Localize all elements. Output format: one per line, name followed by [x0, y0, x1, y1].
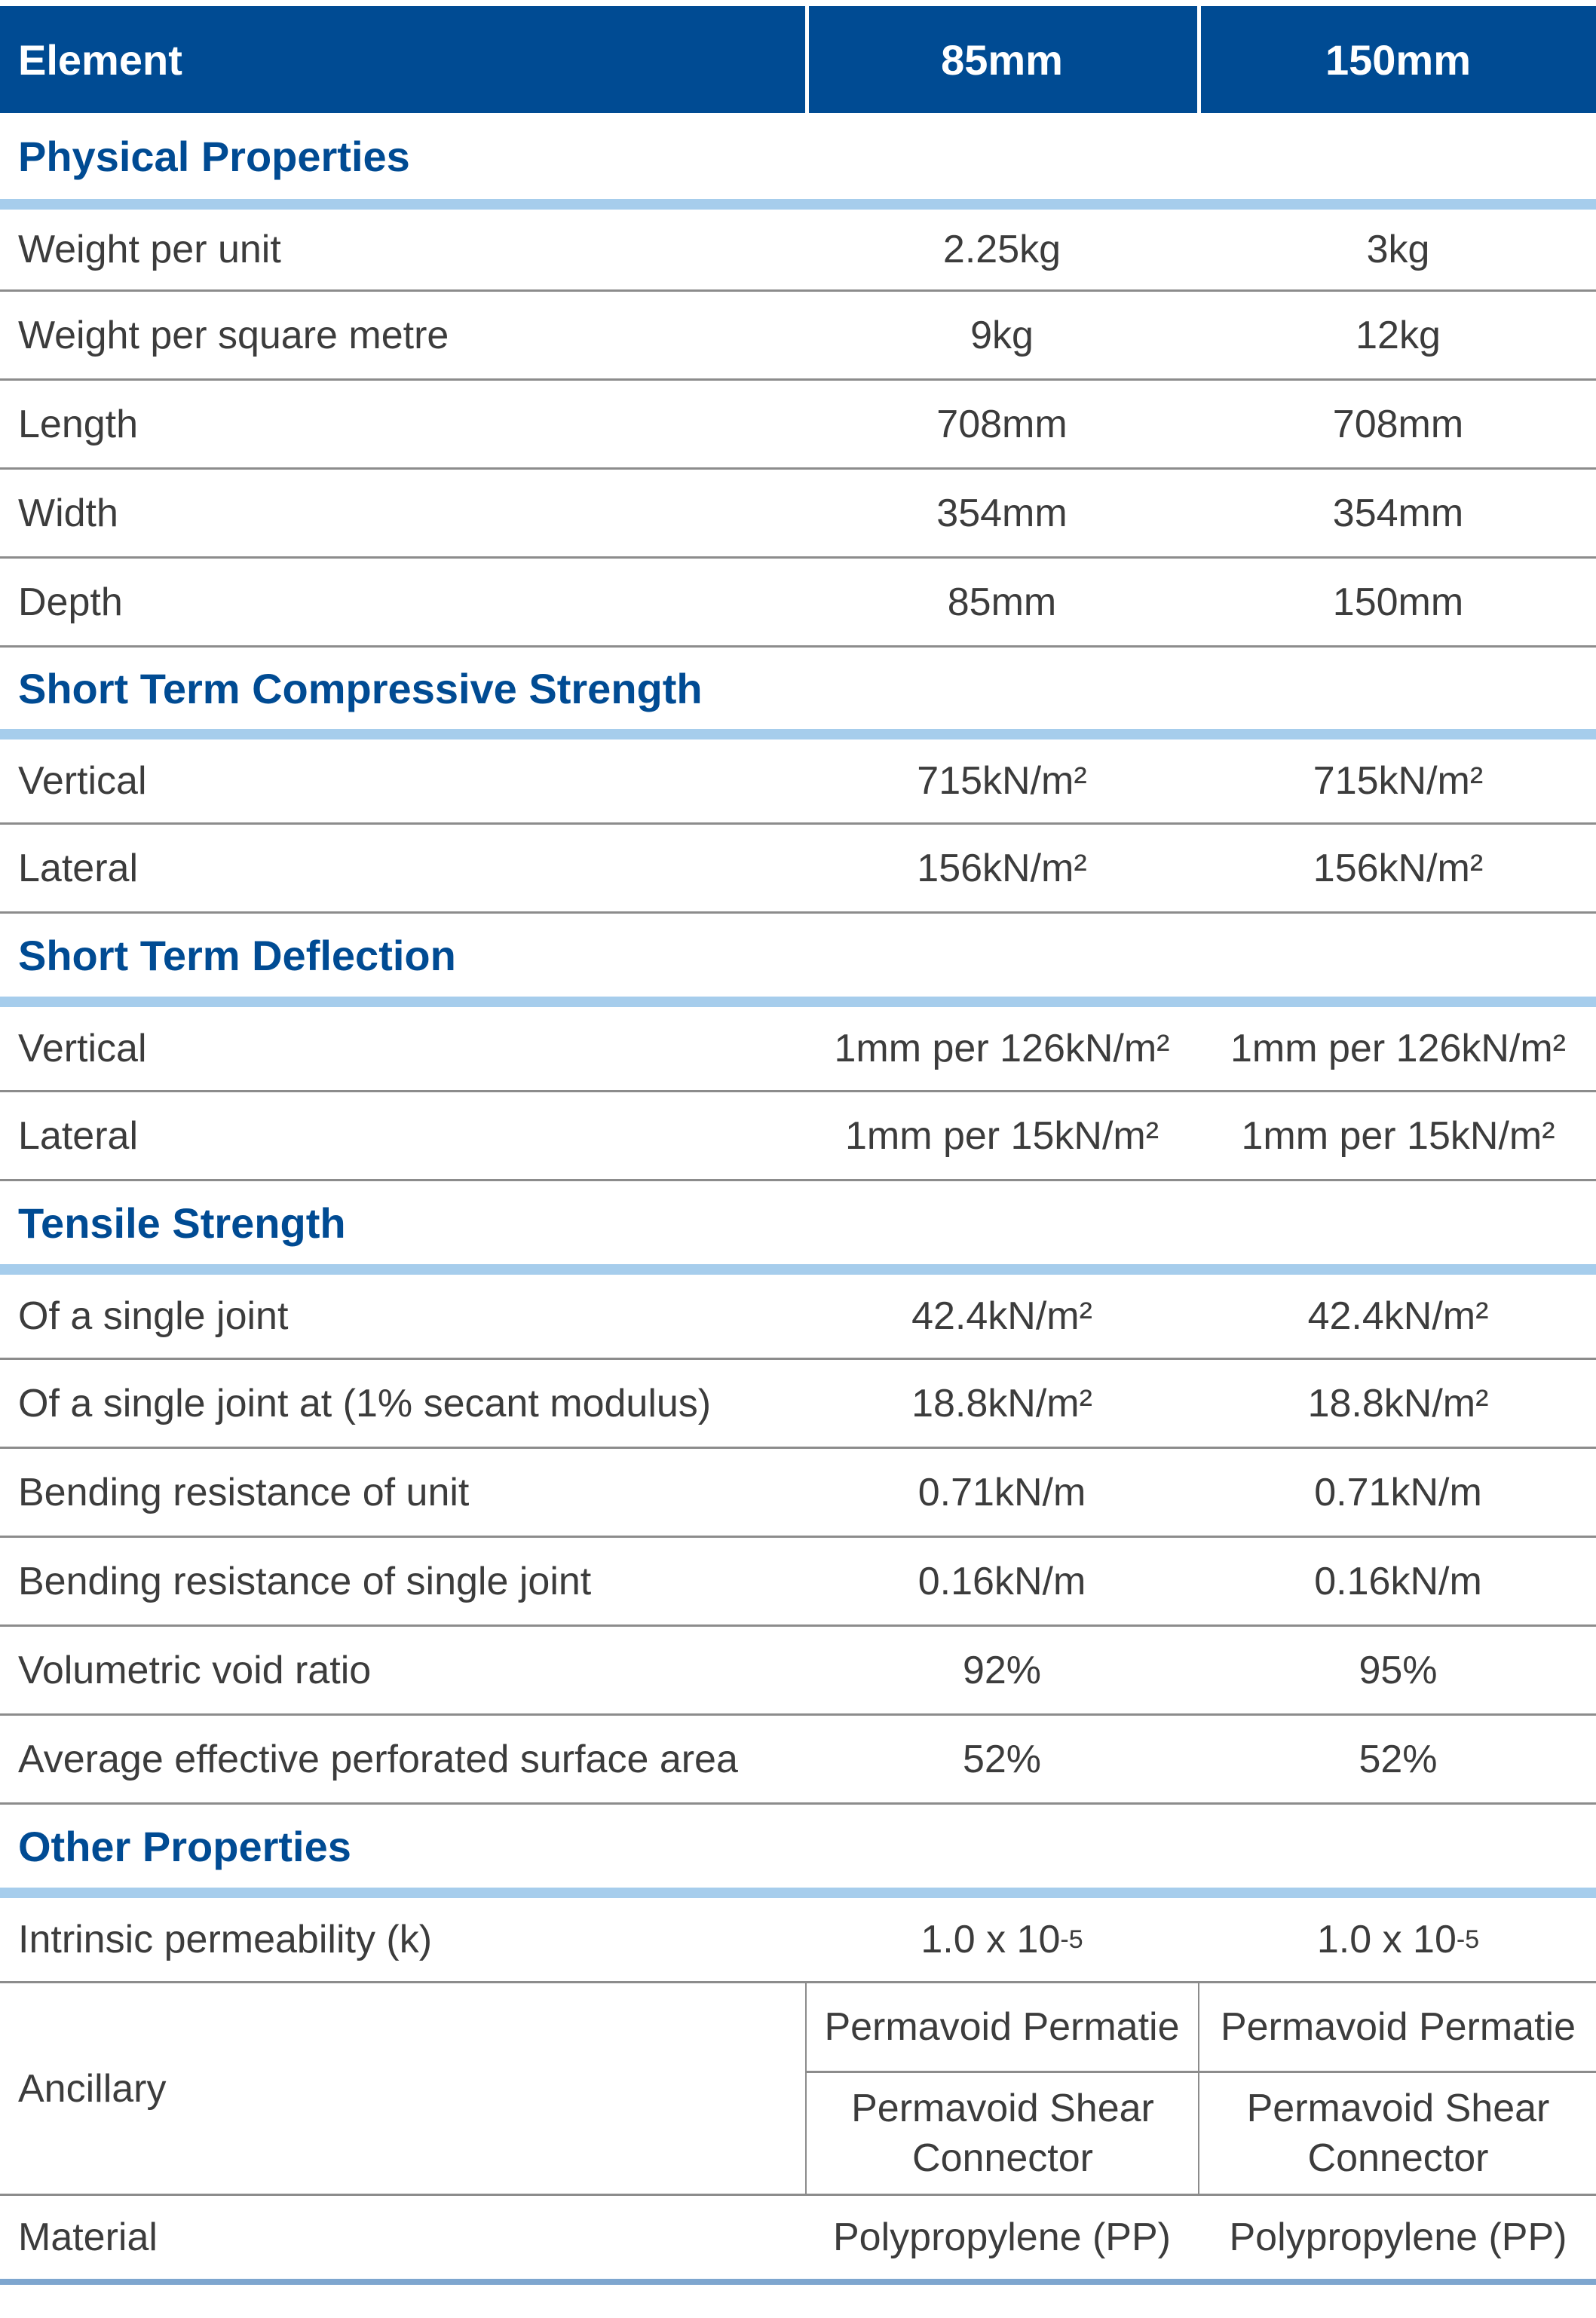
section-title: Physical Properties: [18, 132, 410, 180]
table-row: [0, 1007, 1596, 1090]
value-85mm: 715kN/m²: [917, 759, 1087, 803]
header-element: Element: [18, 35, 182, 84]
value-85mm: 1mm per 15kN/m²: [844, 1113, 1159, 1158]
value-85mm: 52%: [962, 1737, 1042, 1781]
table-row: [0, 739, 1596, 822]
table-row: [0, 1360, 1596, 1447]
header-divider: [1197, 6, 1201, 113]
value-85mm: 0.16kN/m: [917, 1559, 1086, 1603]
row-label: Intrinsic permeability (k): [18, 1918, 433, 1961]
section-title: Short Term Compressive Strength: [18, 664, 703, 712]
table-row-ancillary: [0, 1983, 1596, 2194]
section-title: Short Term Deflection: [18, 931, 456, 979]
table-row: [0, 1627, 1596, 1713]
table-row: [0, 1449, 1596, 1536]
row-label: Volumetric void ratio: [18, 1648, 372, 1692]
value-85mm: 42.4kN/m²: [911, 1294, 1092, 1338]
row-label: Depth: [18, 580, 123, 624]
table-row: [0, 470, 1596, 556]
value-85mm: 354mm: [936, 491, 1068, 535]
value-85mm: 156kN/m²: [917, 846, 1087, 890]
row-label: Lateral: [18, 846, 138, 890]
section-title: Tensile Strength: [18, 1199, 346, 1247]
value-150mm: 1mm per 126kN/m²: [1230, 1027, 1566, 1070]
section-divider: [0, 997, 1596, 1007]
column-divider: [805, 1983, 807, 2194]
table-row: [0, 292, 1596, 378]
value-150mm: 708mm: [1332, 402, 1464, 446]
value-150mm: 150mm: [1332, 580, 1464, 624]
value-85mm: 708mm: [936, 402, 1068, 446]
section-tensile: [0, 1181, 1596, 1264]
row-label: Bending resistance of unit: [18, 1470, 470, 1514]
table-row: [0, 825, 1596, 911]
value-85mm: 85mm: [947, 580, 1057, 624]
value-85mm: 1.0 x 10 -5: [921, 1918, 1083, 1961]
section-title: Other Properties: [18, 1822, 351, 1870]
row-label: Width: [18, 491, 118, 535]
ancillary-150mm-item-1: Permavoid Permatie: [1220, 2005, 1576, 2049]
section-divider: [0, 1264, 1596, 1275]
section-compressive: [0, 648, 1596, 729]
value-150mm: 1mm per 15kN/m²: [1241, 1113, 1555, 1158]
table-header: [0, 6, 1596, 113]
value-150mm: 1.0 x 10 -5: [1316, 1918, 1480, 1961]
table-row: [0, 2196, 1596, 2279]
section-other: [0, 1805, 1596, 1888]
value-85mm: 0.71kN/m: [917, 1470, 1086, 1514]
ancillary-85mm-item-1: Permavoid Permatie: [824, 2005, 1180, 2049]
value-150mm: Polypropylene (PP): [1229, 2215, 1567, 2259]
row-divider: [807, 2071, 1596, 2073]
ancillary-85mm-item-2: Permavoid Shear Connector: [851, 2087, 1154, 2180]
section-deflection: [0, 914, 1596, 997]
value-150mm: 0.16kN/m: [1314, 1559, 1482, 1603]
row-label: Average effective perforated surface area: [18, 1737, 738, 1781]
value-85mm: 18.8kN/m²: [911, 1381, 1092, 1425]
value-85mm: 1mm per 126kN/m²: [834, 1027, 1170, 1070]
value-150mm: 42.4kN/m²: [1307, 1294, 1489, 1338]
header-85mm: 85mm: [941, 35, 1063, 84]
row-label: Vertical: [18, 1027, 147, 1070]
row-label: Bending resistance of single joint: [18, 1559, 592, 1603]
value-150mm: 18.8kN/m²: [1307, 1381, 1489, 1425]
table-bottom-border: [0, 2279, 1596, 2285]
value-150mm: 95%: [1359, 1648, 1438, 1692]
row-label: Vertical: [18, 759, 147, 803]
row-label: Lateral: [18, 1113, 138, 1158]
table-row: [0, 1538, 1596, 1624]
row-label: Ancillary: [18, 2066, 167, 2111]
value-150mm: 12kg: [1356, 313, 1441, 357]
value-150mm: 52%: [1359, 1737, 1438, 1781]
table-row: [0, 1716, 1596, 1802]
section-divider: [0, 729, 1596, 739]
value-85mm: 2.25kg: [942, 228, 1061, 271]
section-physical: [0, 113, 1596, 199]
row-label: Material: [18, 2215, 158, 2259]
row-label: Of a single joint: [18, 1294, 289, 1338]
value-85mm: 92%: [962, 1648, 1042, 1692]
value-85mm: Polypropylene (PP): [833, 2215, 1171, 2259]
section-divider: [0, 199, 1596, 210]
value-base: 1.0 x 10: [921, 1918, 1061, 1961]
table-row: [0, 1898, 1596, 1981]
section-divider: [0, 1888, 1596, 1898]
header-150mm: 150mm: [1325, 35, 1472, 84]
value-150mm: 715kN/m²: [1313, 759, 1484, 803]
row-label: Weight per square metre: [18, 313, 449, 357]
table-row: [0, 1275, 1596, 1358]
row-label: Length: [18, 402, 139, 446]
value-150mm: 354mm: [1332, 491, 1464, 535]
column-divider: [1198, 1983, 1199, 2194]
table-row: [0, 381, 1596, 467]
value-base: 1.0 x 10: [1316, 1918, 1457, 1961]
table-row: [0, 1092, 1596, 1179]
table-row: [0, 559, 1596, 645]
value-150mm: 3kg: [1366, 228, 1430, 271]
ancillary-150mm-item-2: Permavoid Shear Connector: [1246, 2087, 1550, 2180]
row-label: Weight per unit: [18, 228, 281, 271]
value-150mm: 156kN/m²: [1313, 846, 1484, 890]
value-150mm: 0.71kN/m: [1314, 1470, 1482, 1514]
header-divider: [805, 6, 809, 113]
table-row: [0, 210, 1596, 289]
value-85mm: 9kg: [970, 313, 1034, 357]
row-label: Of a single joint at (1% secant modulus): [18, 1381, 712, 1425]
